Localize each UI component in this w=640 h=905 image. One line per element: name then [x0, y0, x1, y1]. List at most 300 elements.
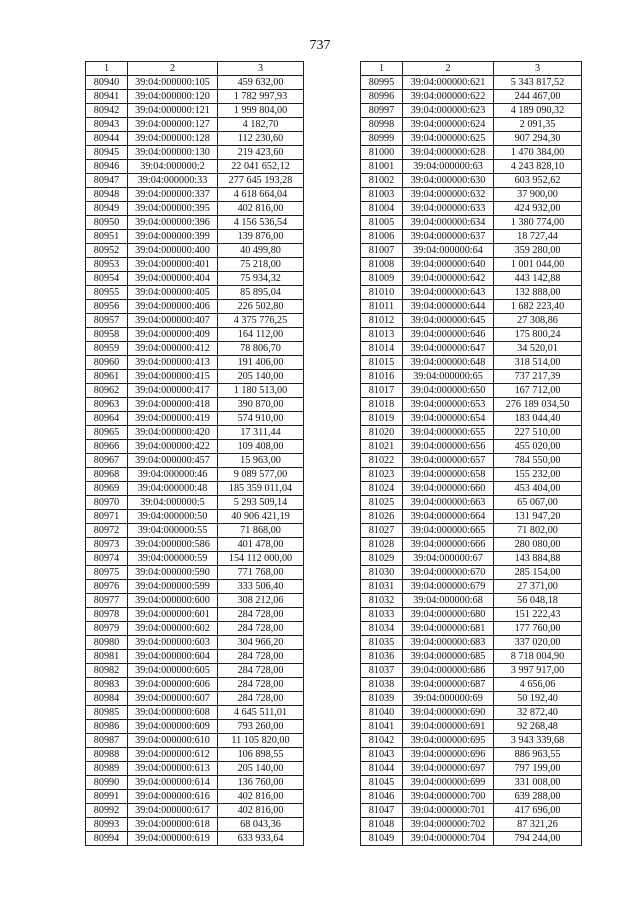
row-number-cell: 81041	[361, 720, 403, 734]
row-number-cell: 81012	[361, 314, 403, 328]
table-row	[86, 440, 304, 454]
table-row	[361, 202, 582, 216]
value-cell: 131 947,20	[494, 510, 582, 524]
value-cell: 18 727,44	[494, 230, 582, 244]
row-number-cell: 80985	[86, 706, 128, 720]
cadastral-number-cell: 39:04:000000:690	[403, 706, 494, 720]
row-number-cell: 80981	[86, 650, 128, 664]
cadastral-number-cell: 39:04:000000:637	[403, 230, 494, 244]
cadastral-number-cell: 39:04:000000:69	[403, 692, 494, 706]
table-row	[86, 524, 304, 538]
row-number-cell: 80960	[86, 356, 128, 370]
cadastral-number-cell: 39:04:000000:650	[403, 384, 494, 398]
row-number-cell: 81002	[361, 174, 403, 188]
value-cell: 85 895,04	[218, 286, 304, 300]
table-row	[86, 300, 304, 314]
row-number-cell: 80986	[86, 720, 128, 734]
table-row	[86, 76, 304, 90]
cadastral-number-cell: 39:04:000000:604	[128, 650, 218, 664]
cadastral-number-cell: 39:04:000000:695	[403, 734, 494, 748]
value-cell: 4 243 828,10	[494, 160, 582, 174]
value-cell: 886 963,55	[494, 748, 582, 762]
table-row	[86, 426, 304, 440]
cadastral-number-cell: 39:04:000000:619	[128, 832, 218, 846]
table-row	[86, 706, 304, 720]
cadastral-number-cell: 39:04:000000:418	[128, 398, 218, 412]
cadastral-number-cell: 39:04:000000:613	[128, 762, 218, 776]
cadastral-number-cell: 39:04:000000:670	[403, 566, 494, 580]
table-row	[361, 342, 582, 356]
row-number-cell: 81045	[361, 776, 403, 790]
cadastral-number-cell: 39:04:000000:50	[128, 510, 218, 524]
value-cell: 37 900,00	[494, 188, 582, 202]
row-number-cell: 80980	[86, 636, 128, 650]
value-cell: 285 154,00	[494, 566, 582, 580]
cadastral-number-cell: 39:04:000000:603	[128, 636, 218, 650]
value-cell: 603 952,62	[494, 174, 582, 188]
row-number-cell: 81003	[361, 188, 403, 202]
value-cell: 155 232,00	[494, 468, 582, 482]
table-row	[86, 762, 304, 776]
value-cell: 40 499,80	[218, 244, 304, 258]
cadastral-number-cell: 39:04:000000:46	[128, 468, 218, 482]
row-number-cell: 80983	[86, 678, 128, 692]
value-cell: 771 768,00	[218, 566, 304, 580]
row-number-cell: 80993	[86, 818, 128, 832]
table-row	[361, 594, 582, 608]
row-number-cell: 80968	[86, 468, 128, 482]
value-cell: 78 806,70	[218, 342, 304, 356]
value-cell: 75 218,00	[218, 258, 304, 272]
cadastral-number-cell: 39:04:000000:337	[128, 188, 218, 202]
table-row	[86, 370, 304, 384]
row-number-cell: 81024	[361, 482, 403, 496]
row-number-cell: 80971	[86, 510, 128, 524]
cadastral-number-cell: 39:04:000000:623	[403, 104, 494, 118]
table-body-right	[361, 76, 582, 846]
column-header-cadastral: 2	[403, 62, 494, 76]
table-row	[86, 202, 304, 216]
table-row	[361, 706, 582, 720]
cadastral-number-cell: 39:04:000000:645	[403, 314, 494, 328]
value-cell: 27 308,86	[494, 314, 582, 328]
row-number-cell: 81009	[361, 272, 403, 286]
cadastral-number-cell: 39:04:000000:696	[403, 748, 494, 762]
cadastral-number-cell: 39:04:000000:640	[403, 258, 494, 272]
table-row	[361, 566, 582, 580]
row-number-cell: 80942	[86, 104, 128, 118]
row-number-cell: 81017	[361, 384, 403, 398]
value-cell: 459 632,00	[218, 76, 304, 90]
row-number-cell: 81020	[361, 426, 403, 440]
row-number-cell: 80988	[86, 748, 128, 762]
value-cell: 784 550,00	[494, 454, 582, 468]
value-cell: 284 728,00	[218, 678, 304, 692]
row-number-cell: 81046	[361, 790, 403, 804]
value-cell: 4 182,70	[218, 118, 304, 132]
row-number-cell: 80966	[86, 440, 128, 454]
row-number-cell: 80992	[86, 804, 128, 818]
table-row	[86, 790, 304, 804]
cadastral-number-cell: 39:04:000000:658	[403, 468, 494, 482]
value-cell: 304 966,20	[218, 636, 304, 650]
row-number-cell: 80950	[86, 216, 128, 230]
table-row	[86, 678, 304, 692]
cadastral-number-cell: 39:04:000000:127	[128, 118, 218, 132]
value-cell: 151 222,43	[494, 608, 582, 622]
value-cell: 219 423,60	[218, 146, 304, 160]
cadastral-number-cell: 39:04:000000:121	[128, 104, 218, 118]
row-number-cell: 80955	[86, 286, 128, 300]
row-number-cell: 80954	[86, 272, 128, 286]
table-row	[361, 496, 582, 510]
cadastral-number-cell: 39:04:000000:644	[403, 300, 494, 314]
value-cell: 455 020,00	[494, 440, 582, 454]
row-number-cell: 81014	[361, 342, 403, 356]
cadastral-number-cell: 39:04:000000:630	[403, 174, 494, 188]
cadastral-number-cell: 39:04:000000:610	[128, 734, 218, 748]
row-number-cell: 80964	[86, 412, 128, 426]
value-cell: 333 506,40	[218, 580, 304, 594]
table-row	[86, 118, 304, 132]
row-number-cell: 81013	[361, 328, 403, 342]
cadastral-number-cell: 39:04:000000:420	[128, 426, 218, 440]
table-row	[86, 244, 304, 258]
table-row	[86, 580, 304, 594]
value-cell: 401 478,00	[218, 538, 304, 552]
cadastral-number-cell: 39:04:000000:656	[403, 440, 494, 454]
table-row	[361, 314, 582, 328]
value-cell: 50 192,40	[494, 692, 582, 706]
register-table-left	[85, 61, 304, 846]
value-cell: 65 067,00	[494, 496, 582, 510]
row-number-cell: 81000	[361, 146, 403, 160]
table-row	[361, 230, 582, 244]
cadastral-number-cell: 39:04:000000:686	[403, 664, 494, 678]
row-number-cell: 80995	[361, 76, 403, 90]
table-row	[361, 412, 582, 426]
row-number-cell: 80989	[86, 762, 128, 776]
row-number-cell: 80999	[361, 132, 403, 146]
table-row	[86, 146, 304, 160]
table-row	[361, 398, 582, 412]
value-cell: 106 898,55	[218, 748, 304, 762]
table-row	[361, 468, 582, 482]
value-cell: 154 112 000,00	[218, 552, 304, 566]
cadastral-number-cell: 39:04:000000:67	[403, 552, 494, 566]
table-header-row	[361, 62, 582, 76]
cadastral-number-cell: 39:04:000000:401	[128, 258, 218, 272]
cadastral-number-cell: 39:04:000000:633	[403, 202, 494, 216]
cadastral-number-cell: 39:04:000000:48	[128, 482, 218, 496]
table-row	[361, 272, 582, 286]
row-number-cell: 80970	[86, 496, 128, 510]
table-row	[361, 762, 582, 776]
row-number-cell: 81011	[361, 300, 403, 314]
value-cell: 1 999 804,00	[218, 104, 304, 118]
cadastral-number-cell: 39:04:000000:680	[403, 608, 494, 622]
row-number-cell: 81036	[361, 650, 403, 664]
table-row	[86, 104, 304, 118]
table-row	[361, 188, 582, 202]
table-row	[86, 622, 304, 636]
cadastral-number-cell: 39:04:000000:621	[403, 76, 494, 90]
table-row	[86, 832, 304, 846]
row-number-cell: 80979	[86, 622, 128, 636]
value-cell: 453 404,00	[494, 482, 582, 496]
row-number-cell: 80943	[86, 118, 128, 132]
row-number-cell: 81023	[361, 468, 403, 482]
cadastral-number-cell: 39:04:000000:396	[128, 216, 218, 230]
table-row	[361, 328, 582, 342]
cadastral-number-cell: 39:04:000000:120	[128, 90, 218, 104]
value-cell: 205 140,00	[218, 370, 304, 384]
value-cell: 402 816,00	[218, 804, 304, 818]
value-cell: 1 380 774,00	[494, 216, 582, 230]
row-number-cell: 81049	[361, 832, 403, 846]
table-row	[86, 398, 304, 412]
table-row	[86, 818, 304, 832]
value-cell: 244 467,00	[494, 90, 582, 104]
table-row	[361, 286, 582, 300]
cadastral-number-cell: 39:04:000000:691	[403, 720, 494, 734]
cadastral-number-cell: 39:04:000000:632	[403, 188, 494, 202]
table-row	[86, 734, 304, 748]
value-cell: 417 696,00	[494, 804, 582, 818]
column-header-number: 1	[361, 62, 403, 76]
column-header-number: 1	[86, 62, 128, 76]
table-row	[361, 104, 582, 118]
table-row	[361, 146, 582, 160]
cadastral-number-cell: 39:04:000000:412	[128, 342, 218, 356]
column-header-cadastral: 2	[128, 62, 218, 76]
row-number-cell: 81035	[361, 636, 403, 650]
row-number-cell: 80984	[86, 692, 128, 706]
value-cell: 143 884,88	[494, 552, 582, 566]
table-row	[361, 524, 582, 538]
table-row	[86, 482, 304, 496]
cadastral-number-cell: 39:04:000000:395	[128, 202, 218, 216]
row-number-cell: 81033	[361, 608, 403, 622]
value-cell: 1 470 384,00	[494, 146, 582, 160]
table-row	[86, 132, 304, 146]
row-number-cell: 81032	[361, 594, 403, 608]
table-row	[86, 258, 304, 272]
cadastral-number-cell: 39:04:000000:605	[128, 664, 218, 678]
row-number-cell: 80957	[86, 314, 128, 328]
value-cell: 191 406,00	[218, 356, 304, 370]
value-cell: 276 189 034,50	[494, 398, 582, 412]
value-cell: 68 043,36	[218, 818, 304, 832]
value-cell: 132 888,00	[494, 286, 582, 300]
value-cell: 164 112,00	[218, 328, 304, 342]
cadastral-number-cell: 39:04:000000:422	[128, 440, 218, 454]
cadastral-number-cell: 39:04:000000:679	[403, 580, 494, 594]
value-cell: 1 001 044,00	[494, 258, 582, 272]
cadastral-number-cell: 39:04:000000:599	[128, 580, 218, 594]
table-row	[86, 650, 304, 664]
value-cell: 9 089 577,00	[218, 468, 304, 482]
row-number-cell: 80974	[86, 552, 128, 566]
table-body-left	[86, 76, 304, 846]
table-row	[361, 300, 582, 314]
cadastral-number-cell: 39:04:000000:417	[128, 384, 218, 398]
row-number-cell: 81048	[361, 818, 403, 832]
column-header-value: 3	[218, 62, 304, 76]
row-number-cell: 81015	[361, 356, 403, 370]
value-cell: 15 963,00	[218, 454, 304, 468]
table-row	[86, 286, 304, 300]
cadastral-number-cell: 39:04:000000:664	[403, 510, 494, 524]
value-cell: 443 142,88	[494, 272, 582, 286]
cadastral-number-cell: 39:04:000000:63	[403, 160, 494, 174]
cadastral-number-cell: 39:04:000000:643	[403, 286, 494, 300]
value-cell: 185 359 011,04	[218, 482, 304, 496]
cadastral-number-cell: 39:04:000000:105	[128, 76, 218, 90]
row-number-cell: 81038	[361, 678, 403, 692]
table-row	[361, 244, 582, 258]
table-row	[86, 636, 304, 650]
table-row	[361, 384, 582, 398]
cadastral-number-cell: 39:04:000000:2	[128, 160, 218, 174]
value-cell: 639 288,00	[494, 790, 582, 804]
row-number-cell: 80941	[86, 90, 128, 104]
cadastral-number-cell: 39:04:000000:653	[403, 398, 494, 412]
row-number-cell: 81021	[361, 440, 403, 454]
table-row	[361, 216, 582, 230]
cadastral-number-cell: 39:04:000000:612	[128, 748, 218, 762]
row-number-cell: 80997	[361, 104, 403, 118]
table-row	[86, 692, 304, 706]
cadastral-number-cell: 39:04:000000:702	[403, 818, 494, 832]
value-cell: 167 712,00	[494, 384, 582, 398]
row-number-cell: 81044	[361, 762, 403, 776]
value-cell: 797 199,00	[494, 762, 582, 776]
row-number-cell: 80994	[86, 832, 128, 846]
row-number-cell: 81001	[361, 160, 403, 174]
table-row	[86, 216, 304, 230]
row-number-cell: 81016	[361, 370, 403, 384]
row-number-cell: 80965	[86, 426, 128, 440]
cadastral-number-cell: 39:04:000000:622	[403, 90, 494, 104]
table-row	[361, 734, 582, 748]
value-cell: 280 080,00	[494, 538, 582, 552]
table-row	[361, 258, 582, 272]
value-cell: 331 008,00	[494, 776, 582, 790]
value-cell: 1 180 513,00	[218, 384, 304, 398]
value-cell: 112 230,60	[218, 132, 304, 146]
value-cell: 175 800,24	[494, 328, 582, 342]
table-row	[361, 748, 582, 762]
table-row	[86, 356, 304, 370]
table-row	[86, 552, 304, 566]
row-number-cell: 80951	[86, 230, 128, 244]
cadastral-number-cell: 39:04:000000:700	[403, 790, 494, 804]
column-header-value: 3	[494, 62, 582, 76]
table-row	[361, 454, 582, 468]
value-cell: 71 868,00	[218, 524, 304, 538]
row-number-cell: 80958	[86, 328, 128, 342]
value-cell: 4 375 776,25	[218, 314, 304, 328]
cadastral-number-cell: 39:04:000000:405	[128, 286, 218, 300]
table-row	[361, 650, 582, 664]
row-number-cell: 80944	[86, 132, 128, 146]
table-row	[86, 272, 304, 286]
table-row	[361, 832, 582, 846]
table-row	[361, 804, 582, 818]
cadastral-number-cell: 39:04:000000:608	[128, 706, 218, 720]
table-row	[361, 510, 582, 524]
cadastral-number-cell: 39:04:000000:59	[128, 552, 218, 566]
row-number-cell: 81047	[361, 804, 403, 818]
row-number-cell: 81030	[361, 566, 403, 580]
table-row	[361, 370, 582, 384]
row-number-cell: 81027	[361, 524, 403, 538]
row-number-cell: 80987	[86, 734, 128, 748]
cadastral-number-cell: 39:04:000000:33	[128, 174, 218, 188]
value-cell: 71 802,00	[494, 524, 582, 538]
cadastral-number-cell: 39:04:000000:647	[403, 342, 494, 356]
row-number-cell: 81031	[361, 580, 403, 594]
table-row	[86, 594, 304, 608]
cadastral-number-cell: 39:04:000000:457	[128, 454, 218, 468]
row-number-cell: 80978	[86, 608, 128, 622]
row-number-cell: 80953	[86, 258, 128, 272]
row-number-cell: 80947	[86, 174, 128, 188]
table-row	[86, 230, 304, 244]
cadastral-number-cell: 39:04:000000:654	[403, 412, 494, 426]
value-cell: 737 217,39	[494, 370, 582, 384]
cadastral-number-cell: 39:04:000000:601	[128, 608, 218, 622]
table-row	[86, 510, 304, 524]
value-cell: 402 816,00	[218, 790, 304, 804]
cadastral-number-cell: 39:04:000000:607	[128, 692, 218, 706]
row-number-cell: 81039	[361, 692, 403, 706]
cadastral-number-cell: 39:04:000000:128	[128, 132, 218, 146]
value-cell: 359 280,00	[494, 244, 582, 258]
row-number-cell: 81019	[361, 412, 403, 426]
table-row	[361, 790, 582, 804]
table-row	[86, 664, 304, 678]
row-number-cell: 80948	[86, 188, 128, 202]
cadastral-number-cell: 39:04:000000:55	[128, 524, 218, 538]
row-number-cell: 80977	[86, 594, 128, 608]
cadastral-number-cell: 39:04:000000:704	[403, 832, 494, 846]
row-number-cell: 81025	[361, 496, 403, 510]
value-cell: 4 618 664,04	[218, 188, 304, 202]
value-cell: 22 041 652,12	[218, 160, 304, 174]
table-row	[361, 426, 582, 440]
row-number-cell: 80972	[86, 524, 128, 538]
value-cell: 34 520,01	[494, 342, 582, 356]
value-cell: 284 728,00	[218, 608, 304, 622]
cadastral-number-cell: 39:04:000000:683	[403, 636, 494, 650]
cadastral-number-cell: 39:04:000000:406	[128, 300, 218, 314]
cadastral-number-cell: 39:04:000000:399	[128, 230, 218, 244]
row-number-cell: 80945	[86, 146, 128, 160]
row-number-cell: 81008	[361, 258, 403, 272]
table-row	[86, 188, 304, 202]
value-cell: 4 156 536,54	[218, 216, 304, 230]
row-number-cell: 80946	[86, 160, 128, 174]
row-number-cell: 80976	[86, 580, 128, 594]
table-row	[86, 496, 304, 510]
cadastral-number-cell: 39:04:000000:419	[128, 412, 218, 426]
row-number-cell: 81007	[361, 244, 403, 258]
table-row	[361, 692, 582, 706]
value-cell: 1 682 223,40	[494, 300, 582, 314]
row-number-cell: 80969	[86, 482, 128, 496]
